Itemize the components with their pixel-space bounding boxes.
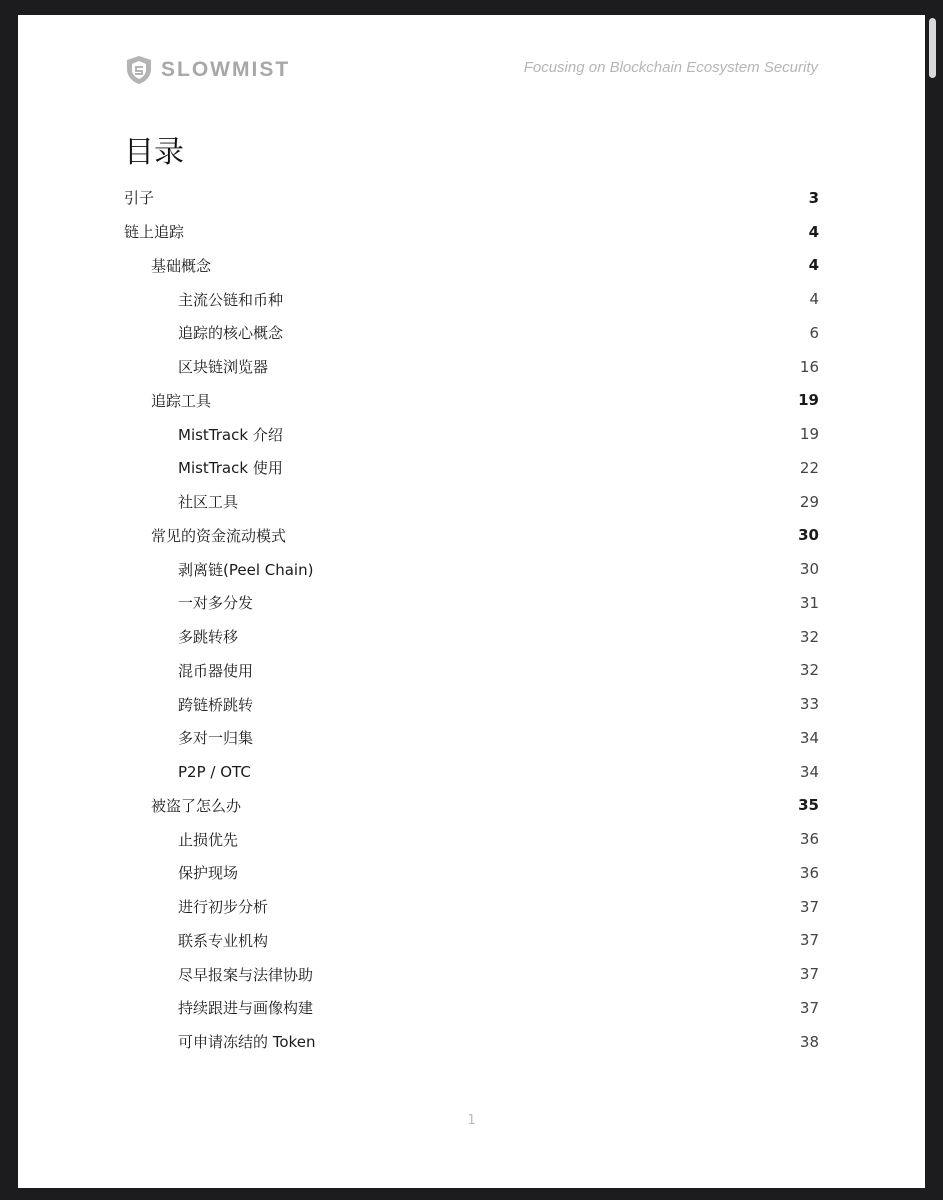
toc-entry[interactable] bbox=[124, 384, 819, 418]
toc-entry[interactable] bbox=[124, 417, 819, 451]
toc-entry-page: 32 bbox=[799, 661, 819, 680]
toc-entry[interactable] bbox=[124, 451, 819, 485]
toc-entry[interactable] bbox=[124, 721, 819, 755]
toc-entry-page: 29 bbox=[799, 492, 819, 511]
toc-entry-page: 4 bbox=[809, 290, 819, 309]
toc-entry[interactable] bbox=[124, 215, 819, 249]
toc-entry-page: 36 bbox=[799, 830, 819, 849]
toc-entry[interactable] bbox=[124, 789, 819, 823]
toc-entry[interactable] bbox=[124, 282, 819, 316]
toc-entry[interactable] bbox=[124, 519, 819, 553]
toc-entry-page: 32 bbox=[799, 627, 819, 646]
toc-entry-page: 6 bbox=[809, 323, 819, 342]
page-number: 1 bbox=[467, 1113, 476, 1128]
toc-entry[interactable] bbox=[124, 181, 819, 215]
toc-entry-label: 跨链桥跳转 bbox=[178, 695, 254, 714]
toc-entry-label: MistTrack 介绍 bbox=[178, 425, 283, 444]
toc-entry-page: 36 bbox=[799, 863, 819, 882]
table-of-contents bbox=[124, 181, 819, 1059]
toc-entry-label: 链上追踪 bbox=[124, 223, 185, 242]
toc-entry-page: 34 bbox=[799, 762, 819, 781]
toc-entry[interactable] bbox=[124, 957, 819, 991]
toc-entry-page: 37 bbox=[799, 998, 819, 1017]
toc-entry[interactable] bbox=[124, 991, 819, 1025]
toc-entry-page: 16 bbox=[799, 357, 819, 376]
toc-entry-label: 混币器使用 bbox=[178, 661, 254, 680]
toc-entry[interactable] bbox=[124, 687, 819, 721]
toc-entry-label: 尽早报案与法律协助 bbox=[178, 965, 314, 984]
header-tagline: Focusing on Blockchain Ecosystem Security bbox=[523, 59, 818, 76]
toc-entry-label: 剥离链(Peel Chain) bbox=[178, 560, 314, 579]
toc-entry-label: 多跳转移 bbox=[178, 628, 239, 647]
toc-entry-page: 30 bbox=[799, 560, 819, 579]
toc-entry-label: 进行初步分析 bbox=[178, 898, 269, 917]
toc-entry[interactable] bbox=[124, 316, 819, 350]
toc-entry-page: 4 bbox=[808, 256, 819, 275]
toc-entry-label: P2P / OTC bbox=[178, 762, 251, 781]
toc-entry-label: 主流公链和币种 bbox=[178, 290, 284, 309]
toc-entry[interactable] bbox=[124, 890, 819, 924]
toc-entry-page: 34 bbox=[799, 728, 819, 747]
toc-entry-page: 37 bbox=[799, 965, 819, 984]
toc-entry-label: 区块链浏览器 bbox=[178, 358, 269, 377]
toc-entry[interactable] bbox=[124, 485, 819, 519]
toc-entry[interactable] bbox=[124, 586, 819, 620]
toc-entry-page: 3 bbox=[808, 188, 819, 207]
toc-entry-page: 4 bbox=[808, 222, 819, 241]
document-page bbox=[18, 15, 925, 1188]
toc-entry-label: 多对一归集 bbox=[178, 729, 254, 748]
toc-entry-page: 30 bbox=[798, 526, 819, 545]
toc-entry-page: 38 bbox=[799, 1032, 819, 1051]
toc-entry-label: 联系专业机构 bbox=[178, 931, 269, 950]
toc-entry-page: 33 bbox=[799, 695, 819, 714]
toc-entry[interactable] bbox=[124, 1025, 819, 1059]
toc-entry-label: 止损优先 bbox=[178, 830, 239, 849]
toc-entry-page: 19 bbox=[798, 391, 819, 410]
toc-entry-label: MistTrack 使用 bbox=[178, 459, 283, 478]
toc-entry[interactable] bbox=[124, 856, 819, 890]
toc-entry-page: 37 bbox=[799, 897, 819, 916]
logo-text: SLOWMIST bbox=[161, 58, 291, 81]
scrollbar-thumb[interactable] bbox=[929, 18, 936, 78]
toc-entry[interactable] bbox=[124, 249, 819, 283]
toc-entry-label: 一对多分发 bbox=[178, 594, 254, 613]
toc-entry-label: 追踪工具 bbox=[151, 391, 212, 410]
toc-entry[interactable] bbox=[124, 924, 819, 958]
toc-entry-page: 37 bbox=[799, 931, 819, 950]
toc-entry[interactable] bbox=[124, 755, 819, 789]
toc-entry-label: 常见的资金流动模式 bbox=[151, 526, 287, 545]
toc-entry-label: 社区工具 bbox=[178, 493, 239, 512]
slowmist-logo bbox=[125, 55, 290, 85]
toc-entry-label: 可申请冻结的 Token bbox=[178, 1033, 316, 1052]
toc-entry[interactable] bbox=[124, 822, 819, 856]
shield-logo-icon bbox=[125, 55, 153, 85]
toc-entry-label: 持续跟进与画像构建 bbox=[178, 999, 314, 1018]
toc-entry-page: 31 bbox=[799, 593, 819, 612]
toc-entry-label: 被盗了怎么办 bbox=[151, 796, 242, 815]
toc-entry-label: 基础概念 bbox=[151, 256, 212, 275]
toc-entry-label: 追踪的核心概念 bbox=[178, 324, 284, 343]
toc-entry[interactable] bbox=[124, 620, 819, 654]
toc-title: 目录 bbox=[124, 135, 184, 170]
toc-entry-page: 35 bbox=[798, 796, 819, 815]
toc-entry-page: 22 bbox=[799, 458, 819, 477]
toc-entry-label: 引子 bbox=[124, 189, 155, 208]
toc-entry[interactable] bbox=[124, 350, 819, 384]
toc-entry-label: 保护现场 bbox=[178, 864, 239, 883]
toc-entry[interactable] bbox=[124, 552, 819, 586]
toc-entry-page: 19 bbox=[799, 425, 819, 444]
toc-entry[interactable] bbox=[124, 654, 819, 688]
